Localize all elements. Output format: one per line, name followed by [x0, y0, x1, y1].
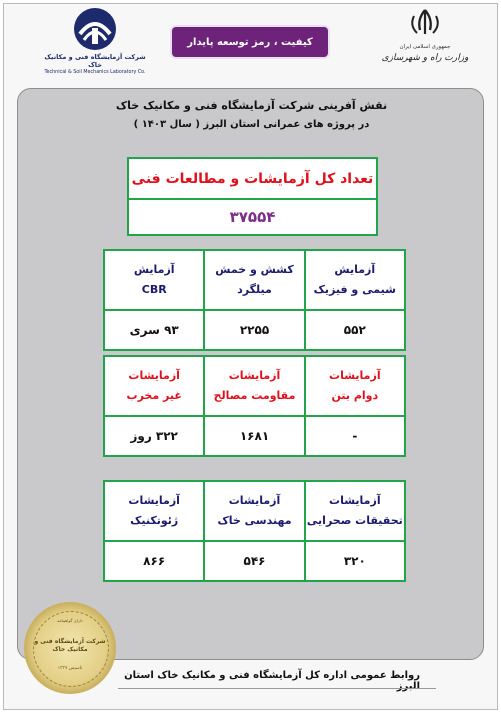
- seal-name: شرکت آزمایشگاه فنی و مکانیک خاک: [34, 638, 106, 653]
- iran-emblem-icon: [408, 8, 442, 38]
- table-value: ۸۶۶: [104, 541, 204, 581]
- table-value: -: [305, 416, 405, 456]
- footer-divider: [118, 688, 436, 689]
- table-value: ۵۵۲: [305, 310, 405, 350]
- table-cell: آزمایشات غیر مخرب: [104, 356, 204, 416]
- total-value: ۳۷۵۵۴: [229, 208, 276, 226]
- table-value: ۳۲۰: [305, 541, 405, 581]
- seal-top-text: دارای گواهینامه: [57, 618, 83, 623]
- footer-text: روابط عمومی اداره کل آزمایشگاه فنی و مکانیک خاک استان البرز: [124, 670, 420, 692]
- total-box: [127, 157, 378, 236]
- table-cell: آزمایشات تحقیقات صحرایی: [305, 481, 405, 541]
- total-label: تعداد کل آزمایشات و مطالعات فنی: [129, 159, 376, 200]
- company-name-en: Technical & Soil Mechanics Laboratory Co.: [44, 70, 146, 75]
- table-cell: آزمایش شیمی و فیزیک: [305, 250, 405, 310]
- table-value: ۲۲۵۵: [204, 310, 304, 350]
- ministry-logo: [380, 8, 470, 78]
- slogan-badge: کیفیت ، رمز توسعه پایدار: [172, 27, 328, 57]
- ministry-line1: جمهوری اسلامی ایران: [399, 44, 451, 50]
- table-cell: آزمایش CBR: [104, 250, 204, 310]
- panel-subheading: در پروژه های عمرانی استان البرز ( سال ۱۴۰۳ ): [133, 119, 370, 130]
- table-cell: کشش و خمش میلگرد: [204, 250, 304, 310]
- company-name-fa: شرکت آزمایشگاه فنی و مکانیک خاک: [44, 53, 146, 69]
- ministry-line2: وزارت راه و شهرسازی: [381, 53, 469, 63]
- table-cell: آزمایشات مقاومت مصالح: [204, 356, 304, 416]
- company-logo-icon: [72, 6, 118, 52]
- seal-bottom-text: تاسیس ۱۳۳۷: [57, 666, 83, 671]
- company-logo: [40, 6, 150, 76]
- panel-heading: نقش آفرینی شرکت آزمایشگاه فنی و مکانیک خاک: [115, 99, 388, 112]
- tests-table-3: [103, 480, 406, 582]
- table-value: ۵۴۶: [204, 541, 304, 581]
- tests-table-2: [103, 355, 406, 457]
- company-seal: [24, 602, 116, 694]
- stats-panel: [17, 88, 484, 660]
- tests-table-1: [103, 249, 406, 351]
- table-value: ۹۳ سری: [104, 310, 204, 350]
- table-value: ۱۶۸۱: [204, 416, 304, 456]
- table-cell: آزمایشات مهندسی خاک: [204, 481, 304, 541]
- table-cell: آزمایشات ژئوتکنیک: [104, 481, 204, 541]
- table-value: ۳۲۲ روز: [104, 416, 204, 456]
- table-cell: آزمایشات دوام بتن: [305, 356, 405, 416]
